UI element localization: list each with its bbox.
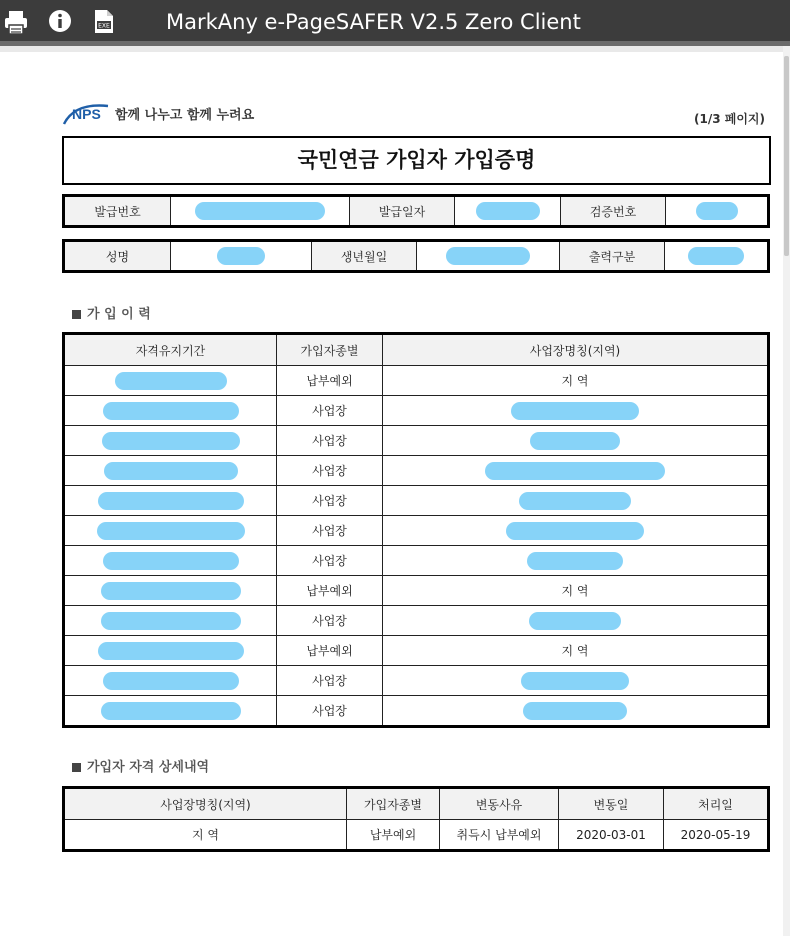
person-info-table [62, 239, 770, 273]
output-type-label: 출력구분 [560, 241, 665, 272]
workplace-cell [383, 546, 769, 576]
workplace-cell [383, 426, 769, 456]
detail-type: 납부예외 [347, 820, 440, 851]
member-type-cell: 사업장 [277, 516, 383, 546]
verify-no-label: 검증번호 [561, 196, 666, 227]
birth-label: 생년월일 [312, 241, 417, 272]
detail-table [62, 786, 770, 852]
period-cell [64, 636, 277, 666]
table-row [64, 366, 769, 396]
workplace-cell [383, 606, 769, 636]
detail-section-title: 가입자 자격 상세내역 [72, 756, 209, 775]
workplace-cell: 지 역 [383, 636, 769, 666]
workplace-cell [383, 486, 769, 516]
table-row [64, 696, 769, 727]
app-titlebar [0, 0, 790, 46]
member-type-cell: 납부예외 [277, 636, 383, 666]
workplace-cell [383, 456, 769, 486]
member-type-cell: 납부예외 [277, 576, 383, 606]
page-indicator: (1/3 페이지) [694, 112, 766, 126]
member-type-cell: 사업장 [277, 426, 383, 456]
member-type-cell: 사업장 [277, 696, 383, 727]
table-header-row [64, 334, 769, 366]
workplace-cell [383, 516, 769, 546]
history-section-title: 가 입 이 력 [72, 303, 151, 322]
detail-workplace: 지 역 [64, 820, 347, 851]
issue-date-label: 발급일자 [350, 196, 455, 227]
table-row [64, 486, 769, 516]
document-top-edge [0, 46, 783, 52]
period-cell [64, 516, 277, 546]
column-header: 가입자종별 [277, 334, 383, 366]
window-title: MarkAny e-PageSAFER V2.5 Zero Client [166, 10, 581, 34]
period-cell [64, 396, 277, 426]
document-title: 국민연금 가입자 가입증명 [62, 136, 771, 185]
table-row [64, 606, 769, 636]
table-row [64, 396, 769, 426]
exe-icon[interactable] [91, 8, 117, 36]
member-type-cell: 납부예외 [277, 366, 383, 396]
workplace-cell [383, 666, 769, 696]
period-cell [64, 456, 277, 486]
period-cell [64, 606, 277, 636]
output-type-value [665, 241, 769, 272]
table-row [64, 546, 769, 576]
column-header: 자격유지기간 [64, 334, 277, 366]
member-type-cell: 사업장 [277, 546, 383, 576]
member-type-cell: 사업장 [277, 486, 383, 516]
printer-icon[interactable] [3, 8, 29, 36]
table-row [64, 456, 769, 486]
period-cell [64, 426, 277, 456]
issue-date-value [455, 196, 561, 227]
member-type-cell: 사업장 [277, 396, 383, 426]
name-label: 성명 [64, 241, 171, 272]
period-cell [64, 576, 277, 606]
column-header: 사업장명칭(지역) [383, 334, 769, 366]
name-value [171, 241, 312, 272]
member-type-cell: 사업장 [277, 606, 383, 636]
svg-text:NPS: NPS [72, 106, 101, 122]
column-header: 변동일 [559, 788, 664, 820]
issue-no-value [171, 196, 350, 227]
issue-no-label: 발급번호 [64, 196, 171, 227]
table-header-row [64, 788, 769, 820]
table-row [64, 426, 769, 456]
detail-change-date: 2020-03-01 [559, 820, 664, 851]
scrollbar-thumb[interactable] [784, 56, 789, 256]
period-cell [64, 546, 277, 576]
workplace-cell: 지 역 [383, 576, 769, 606]
table-row [64, 516, 769, 546]
birth-value [417, 241, 560, 272]
info-icon[interactable] [47, 8, 73, 36]
table-row [64, 820, 769, 851]
workplace-cell [383, 696, 769, 727]
issue-info-table [62, 194, 770, 228]
detail-process-date: 2020-05-19 [664, 820, 769, 851]
nps-logo [62, 102, 110, 130]
table-row [64, 576, 769, 606]
table-row [64, 636, 769, 666]
column-header: 사업장명칭(지역) [64, 788, 347, 820]
history-table [62, 332, 770, 728]
workplace-cell: 지 역 [383, 366, 769, 396]
verify-no-value [666, 196, 769, 227]
member-type-cell: 사업장 [277, 666, 383, 696]
period-cell [64, 366, 277, 396]
column-header: 변동사유 [440, 788, 559, 820]
column-header: 처리일 [664, 788, 769, 820]
detail-reason: 취득시 납부예외 [440, 820, 559, 851]
table-row [64, 666, 769, 696]
period-cell [64, 666, 277, 696]
svg-text:EXE: EXE [98, 22, 110, 30]
period-cell [64, 486, 277, 516]
member-type-cell: 사업장 [277, 456, 383, 486]
slogan: 함께 나누고 함께 누려요 [115, 108, 255, 123]
column-header: 가입자종별 [347, 788, 440, 820]
workplace-cell [383, 396, 769, 426]
period-cell [64, 696, 277, 727]
